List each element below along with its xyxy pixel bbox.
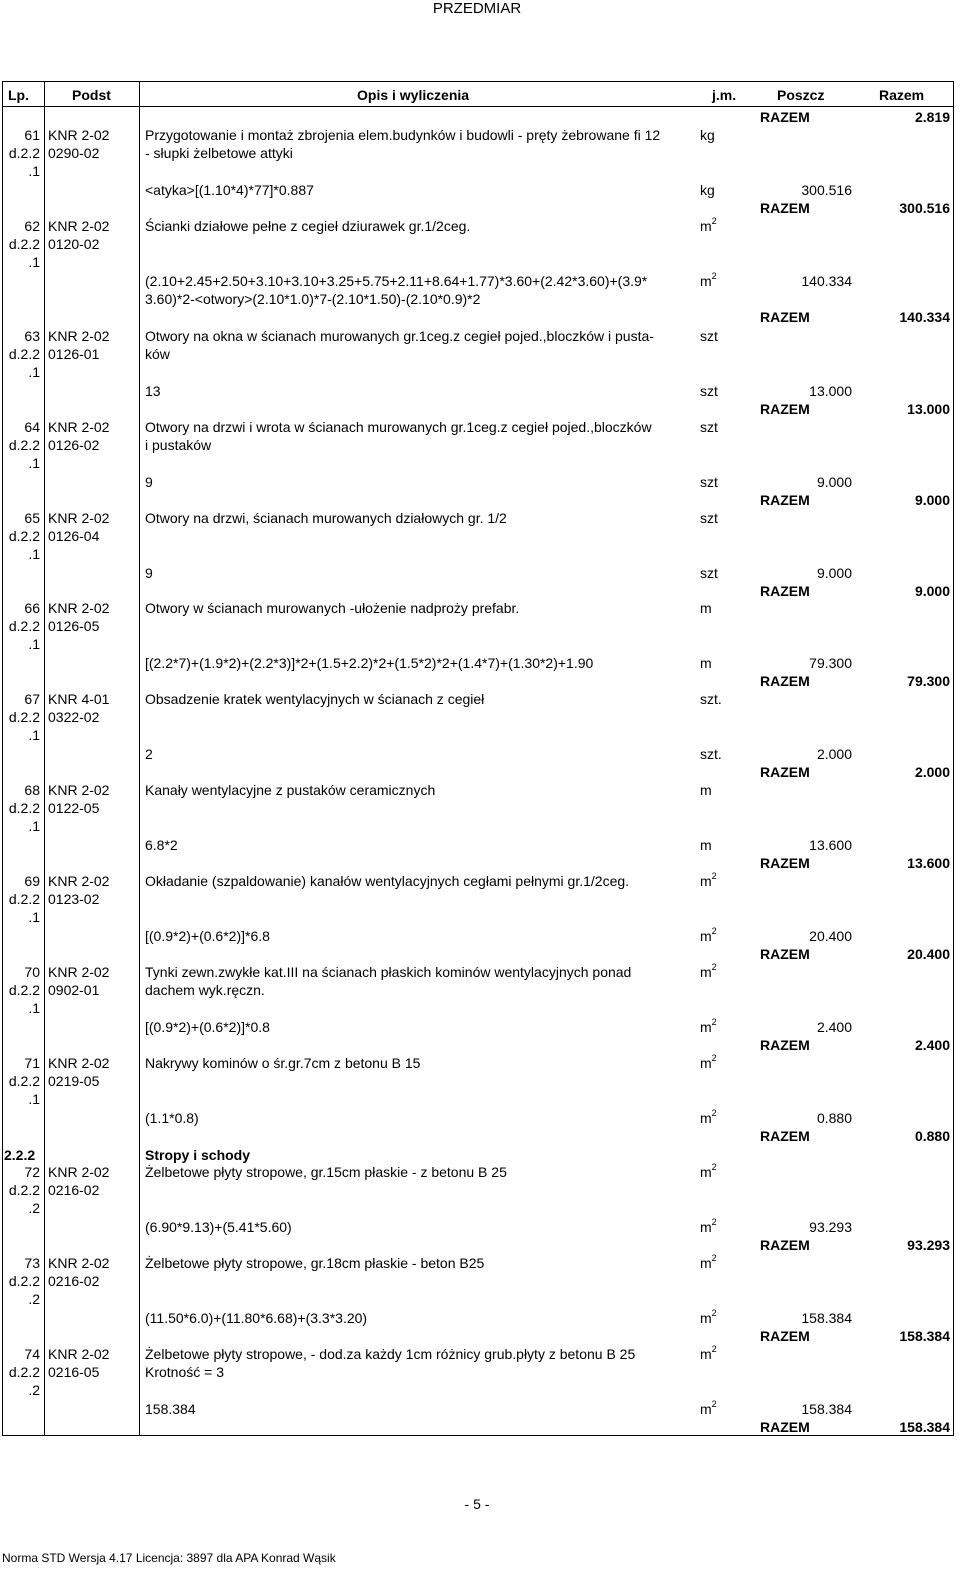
item-calc-unit: $m^2$: [700, 1108, 717, 1126]
header-divider: [2, 106, 954, 107]
item-unit: $m^2$: [700, 1162, 717, 1180]
item-lp: d.2.2: [8, 437, 40, 453]
col-header-poszcz: Poszcz: [777, 87, 825, 103]
item-description: Obsadzenie kratek wentylacyjnych w ścianach z cegieł: [145, 691, 485, 707]
item-calc-unit: $m^2$: [700, 1399, 717, 1417]
item-lp: .1: [28, 818, 40, 834]
razem-value: 79.300: [907, 673, 950, 689]
item-calculation: (1.1*0.8): [145, 1110, 199, 1126]
item-lp: 73: [24, 1255, 40, 1271]
item-podst: KNR 2-02: [48, 218, 110, 234]
razem-value: 300.516: [899, 200, 950, 216]
item-calculation: [(2.2*7)+(1.9*2)+(2.2*3)]*2+(1.5+2.2)*2+(1.5*2)*2+(1.4*7)+(1.30*2)+1.90: [145, 655, 594, 671]
item-lp: 62: [24, 218, 40, 234]
item-lp: .1: [28, 455, 40, 471]
item-calc-unit: $m^2$: [700, 1017, 717, 1035]
item-poszcz-value: 20.400: [809, 928, 852, 944]
item-calc-unit: $m^2$: [700, 1308, 717, 1326]
razem-label: RAZEM: [760, 764, 810, 780]
item-unit: kg: [700, 127, 715, 143]
item-description: i pustaków: [145, 437, 212, 453]
item-unit: $m^2$: [700, 216, 717, 234]
item-calc-unit: szt.: [700, 746, 722, 762]
item-unit: $m^2$: [700, 1253, 717, 1271]
item-lp: .1: [28, 1091, 40, 1107]
item-calculation: 13: [145, 383, 161, 399]
item-unit: szt.: [700, 691, 722, 707]
item-calculation: [(0.9*2)+(0.6*2)]*6.8: [145, 928, 270, 944]
item-unit: szt: [700, 510, 718, 526]
item-calc-unit: $m^2$: [700, 1217, 717, 1235]
item-podst: KNR 2-02: [48, 964, 110, 980]
item-calculation: 2: [145, 746, 153, 762]
item-unit: $m^2$: [700, 1344, 717, 1362]
razem-value: 9.000: [914, 492, 950, 508]
item-calculation: [(0.9*2)+(0.6*2)]*0.8: [145, 1019, 270, 1035]
item-description: Przygotowanie i montaż zbrojenia elem.budynków i budowli - pręty żebrowane fi 12: [145, 127, 661, 143]
item-podst: 0216-02: [48, 1273, 100, 1289]
item-poszcz-value: 2.000: [816, 746, 852, 762]
item-lp: 63: [24, 328, 40, 344]
item-lp: 71: [24, 1055, 40, 1071]
item-description: Krotność = 3: [145, 1364, 224, 1380]
razem-label: RAZEM: [760, 673, 810, 689]
item-lp: 68: [24, 782, 40, 798]
item-lp: 65: [24, 510, 40, 526]
item-lp: d.2.2: [8, 891, 40, 907]
item-calc-unit: szt: [700, 474, 718, 490]
page-title: PRZEDMIAR: [432, 0, 522, 17]
razem-value: 2.819: [914, 109, 950, 125]
item-calculation: 9: [145, 474, 153, 490]
item-podst: KNR 2-02: [48, 1346, 110, 1362]
item-podst: 0122-05: [48, 800, 100, 816]
item-description: Otwory na drzwi, ścianach murowanych działowych gr. 1/2: [145, 510, 507, 526]
item-podst: KNR 2-02: [48, 419, 110, 435]
item-lp: .2: [28, 1291, 40, 1307]
item-lp: d.2.2: [8, 618, 40, 634]
item-description: Żelbetowe płyty stropowe, gr.15cm płaskie - z betonu B 25: [145, 1164, 507, 1180]
item-calculation: (11.50*6.0)+(11.80*6.68)+(3.3*3.20): [145, 1310, 368, 1326]
item-lp: d.2.2: [8, 982, 40, 998]
item-lp: d.2.2: [8, 145, 40, 161]
item-lp: 72: [24, 1164, 40, 1180]
razem-label: RAZEM: [760, 583, 810, 599]
item-podst: KNR 2-02: [48, 1255, 110, 1271]
item-poszcz-value: 158.384: [801, 1310, 852, 1326]
razem-value: 140.334: [899, 309, 950, 325]
razem-label: RAZEM: [760, 200, 810, 216]
item-poszcz-value: 13.600: [809, 837, 852, 853]
item-calc-unit: $m^2$: [700, 926, 717, 944]
item-calculation: <atyka>[(1.10*4)*77]*0.887: [145, 182, 314, 198]
item-lp: .1: [28, 254, 40, 270]
item-unit: szt: [700, 419, 718, 435]
item-calculation: 158.384: [145, 1401, 196, 1417]
item-podst: KNR 2-02: [48, 782, 110, 798]
item-calculation: (2.10+2.45+2.50+3.10+3.10+3.25+5.75+2.11+8.64+1.77)*3.60+(2.42*3.60)+(3.9*: [145, 273, 648, 289]
item-lp: .1: [28, 909, 40, 925]
item-podst: 0126-04: [48, 528, 100, 544]
item-description: Okładanie (szpaldowanie) kanałów wentylacyjnych cegłami pełnymi gr.1/2ceg.: [145, 873, 630, 889]
col-header-podst: Podst: [72, 87, 111, 103]
item-calculation: 9: [145, 565, 153, 581]
item-poszcz-value: 2.400: [816, 1019, 852, 1035]
item-calc-unit: kg: [700, 182, 715, 198]
razem-label: RAZEM: [760, 1419, 810, 1435]
item-lp: .1: [28, 727, 40, 743]
razem-label: RAZEM: [760, 492, 810, 508]
col-divider-lp: [44, 81, 45, 1436]
item-lp: d.2.2: [8, 1364, 40, 1380]
razem-label: RAZEM: [760, 1128, 810, 1144]
item-poszcz-value: 300.516: [801, 182, 852, 198]
item-lp: 74: [24, 1346, 40, 1362]
razem-value: 13.000: [907, 401, 950, 417]
item-lp: 66: [24, 600, 40, 616]
item-lp: d.2.2: [8, 236, 40, 252]
item-podst: 0126-01: [48, 346, 100, 362]
item-description: Żelbetowe płyty stropowe, gr.18cm płaskie - beton B25: [145, 1255, 485, 1271]
item-calc-unit: szt: [700, 383, 718, 399]
item-lp: .1: [28, 364, 40, 380]
item-lp: d.2.2: [8, 346, 40, 362]
razem-value: 13.600: [907, 855, 950, 871]
item-description: - słupki żelbetowe attyki: [145, 145, 293, 161]
razem-value: 158.384: [899, 1328, 950, 1344]
item-calc-unit: szt: [700, 565, 718, 581]
razem-label: RAZEM: [760, 309, 810, 325]
item-lp: .1: [28, 163, 40, 179]
razem-value: 20.400: [907, 946, 950, 962]
item-poszcz-value: 9.000: [816, 474, 852, 490]
item-podst: 0216-05: [48, 1364, 100, 1380]
item-description: ków: [145, 346, 170, 362]
col-header-lp: Lp.: [8, 87, 29, 103]
item-lp: .1: [28, 636, 40, 652]
item-poszcz-value: 9.000: [816, 565, 852, 581]
item-lp: .1: [28, 1000, 40, 1016]
item-poszcz-value: 79.300: [809, 655, 852, 671]
license-footer: Norma STD Wersja 4.17 Licencja: 3897 dla APA Konrad Wąsik: [2, 1551, 336, 1565]
item-poszcz-value: 13.000: [809, 383, 852, 399]
item-podst: 0322-02: [48, 709, 100, 725]
item-podst: KNR 2-02: [48, 1055, 110, 1071]
razem-value: 2.400: [914, 1037, 950, 1053]
item-description: Ścianki działowe pełne z cegieł dziurawek gr.1/2ceg.: [145, 218, 471, 234]
item-podst: 0126-02: [48, 437, 100, 453]
item-poszcz-value: 158.384: [801, 1401, 852, 1417]
item-calc-unit: m: [700, 837, 712, 853]
item-podst: 0219-05: [48, 1073, 100, 1089]
razem-value: 9.000: [914, 583, 950, 599]
item-podst: KNR 2-02: [48, 873, 110, 889]
item-calculation: 3.60)*2-<otwory>(2.10*1.0)*7-(2.10*1.50)-(2.10*0.9)*2: [145, 291, 481, 307]
item-poszcz-value: 0.880: [816, 1110, 852, 1126]
razem-label: RAZEM: [760, 946, 810, 962]
item-description: Otwory na drzwi i wrota w ścianach murowanych gr.1ceg.z cegieł pojed.,bloczków: [145, 419, 652, 435]
razem-value: 2.000: [914, 764, 950, 780]
item-lp: .1: [28, 546, 40, 562]
page-number: - 5 -: [464, 1496, 490, 1512]
item-description: Tynki zewn.zwykłe kat.III na ścianach płaskich kominów wentylacyjnych ponad: [145, 964, 632, 980]
item-unit: $m^2$: [700, 962, 717, 980]
item-podst: KNR 2-02: [48, 600, 110, 616]
item-description: Otwory na okna w ścianach murowanych gr.1ceg.z cegieł pojed.,bloczków i pusta-: [145, 328, 654, 344]
razem-label: RAZEM: [760, 1237, 810, 1253]
item-unit: szt: [700, 328, 718, 344]
razem-label: RAZEM: [760, 1037, 810, 1053]
item-lp: d.2.2: [8, 1073, 40, 1089]
item-podst: 0216-02: [48, 1182, 100, 1198]
col-header-jm: j.m.: [712, 87, 737, 103]
razem-value: 93.293: [907, 1237, 950, 1253]
item-unit: m: [700, 600, 712, 616]
item-lp: d.2.2: [8, 800, 40, 816]
item-podst: KNR 2-02: [48, 328, 110, 344]
item-podst: 0123-02: [48, 891, 100, 907]
item-unit: $m^2$: [700, 1053, 717, 1071]
item-podst: 0902-01: [48, 982, 100, 998]
item-unit: $m^2$: [700, 871, 717, 889]
col-header-razem: Razem: [879, 87, 925, 103]
razem-label: RAZEM: [760, 1328, 810, 1344]
razem-label: RAZEM: [760, 855, 810, 871]
item-podst: 0120-02: [48, 236, 100, 252]
item-poszcz-value: 93.293: [809, 1219, 852, 1235]
col-divider-podst: [139, 81, 140, 1436]
razem-label: RAZEM: [760, 401, 810, 417]
item-poszcz-value: 140.334: [801, 273, 852, 289]
item-calculation: (6.90*9.13)+(5.41*5.60): [145, 1219, 292, 1235]
item-podst: KNR 4-01: [48, 691, 110, 707]
item-lp: d.2.2: [8, 1273, 40, 1289]
item-podst: 0290-02: [48, 145, 100, 161]
razem-value: 0.880: [914, 1128, 950, 1144]
item-lp: .2: [28, 1200, 40, 1216]
item-lp: 69: [24, 873, 40, 889]
item-podst: 0126-05: [48, 618, 100, 634]
item-lp: d.2.2: [8, 528, 40, 544]
item-podst: KNR 2-02: [48, 127, 110, 143]
section-title: Stropy i schody: [145, 1147, 251, 1163]
item-lp: .2: [28, 1382, 40, 1398]
item-podst: KNR 2-02: [48, 1164, 110, 1180]
item-lp: 61: [24, 127, 40, 143]
section-code: 2.2.2: [4, 1147, 36, 1163]
item-unit: m: [700, 782, 712, 798]
col-header-opis: Opis i wyliczenia: [357, 87, 470, 103]
item-calculation: 6.8*2: [145, 837, 178, 853]
item-lp: 70: [24, 964, 40, 980]
item-podst: KNR 2-02: [48, 510, 110, 526]
item-lp: 64: [24, 419, 40, 435]
razem-value: 158.384: [899, 1419, 950, 1435]
item-description: dachem wyk.ręczn.: [145, 982, 265, 998]
item-lp: d.2.2: [8, 1182, 40, 1198]
item-lp: d.2.2: [8, 709, 40, 725]
item-description: Kanały wentylacyjne z pustaków ceramicznych: [145, 782, 436, 798]
item-description: Otwory w ścianach murowanych -ułożenie nadproży prefabr.: [145, 600, 520, 616]
item-calc-unit: m: [700, 655, 712, 671]
razem-label: RAZEM: [760, 109, 810, 125]
item-description: Żelbetowe płyty stropowe, - dod.za każdy 1cm różnicy grub.płyty z betonu B 25: [145, 1346, 636, 1362]
item-description: Nakrywy kominów o śr.gr.7cm z betonu B 15: [145, 1055, 421, 1071]
item-lp: 67: [24, 691, 40, 707]
item-calc-unit: $m^2$: [700, 271, 717, 289]
